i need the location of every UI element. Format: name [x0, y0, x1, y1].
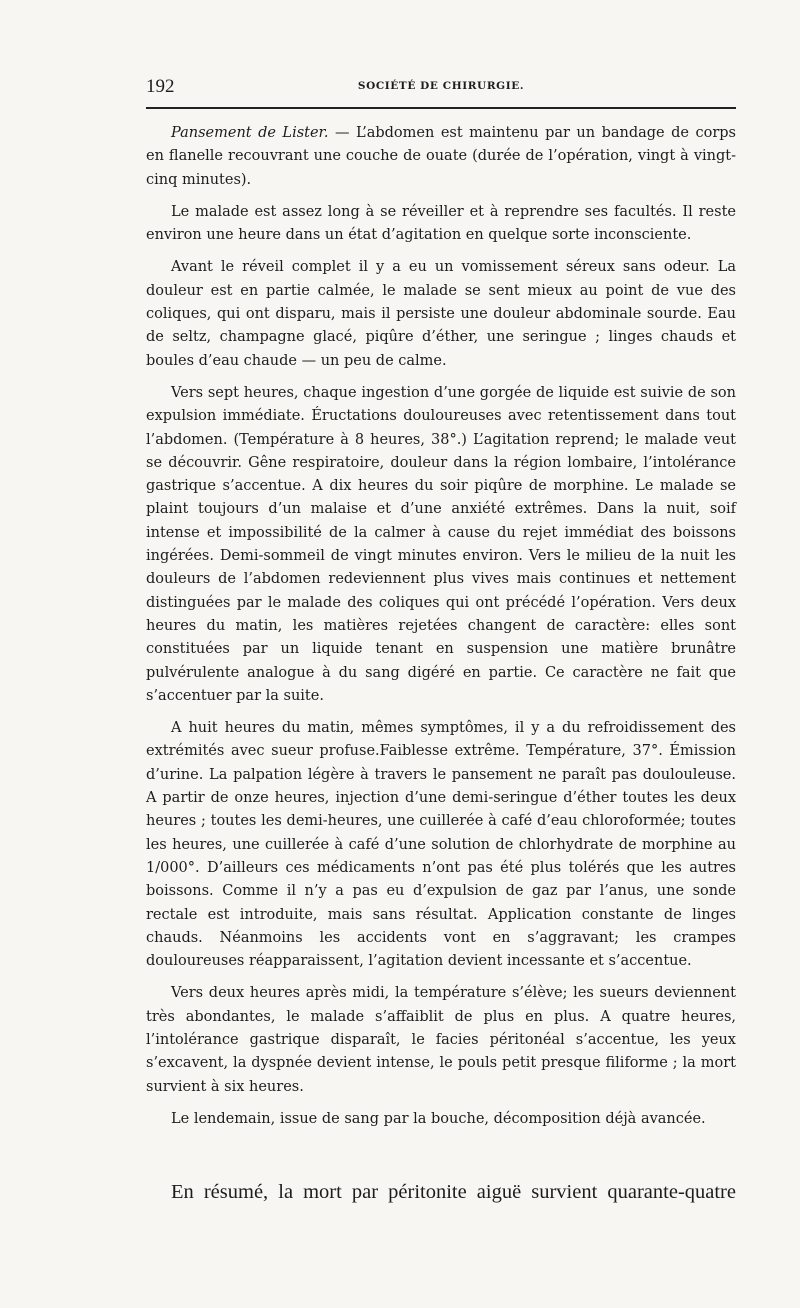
paragraph-sept-heures: Vers sept heures, chaque ingestion d’une gorgée de liquide est suivie de son expulsion immédiate. Éructations douloureuses avec retentissement dans tout l’abdomen. (Température à 8 heures, 38°.) L’agitation reprend; le malade veut se découvrir. Gêne respiratoire, douleur dans la région lombaire, l’intolérance gastrique s’accentue. A dix heures du soir piqûre de morphine. Le malade se plaint toujours d’un malaise et d’une anxiété extrêmes. Dans la nuit, soif intense et impossibilité de la calmer à cause du rejet immédiat des boissons ingérées. Demi-sommeil de vingt minutes environ. Vers le milieu de la nuit les douleurs de l’abdomen redeviennent plus vives mais continues et nettement distinguées par le malade des coliques qui ont précédé l’opération. Vers deux heures du matin, les matières rejetées changent de caractère: elles sont constituées par un liquide tenant en suspension une matière brunâtre pulvérulente analogue à du sang digéré en partie. Ce caractère ne fait que s’accentuer par la suite. — [146, 384, 736, 704]
book-page — [146, 0, 736, 1308]
paragraph-lendemain: Le lendemain, issue de sang par la bouche, décomposition déjà avancée. — [171, 1110, 706, 1127]
paragraph-apres-midi: Vers deux heures après midi, la température s’élève; les sueurs deviennent très abondantes, le malade s’affaiblit de plus en plus. A quatre heures, l’intolérance gastrique disparaît, le facies péritonéal s’accentue, les yeux s’excavent, la dyspnée devient intense, le pouls petit presque filiforme ; la mort survient à six heures. — [146, 985, 736, 1095]
paragraph-reveil: Le malade est assez long à se réveiller et à reprendre ses facultés. Il reste environ une heure dans un état d’agitation en quelque sorte inconsciente. — [146, 203, 736, 244]
body-text — [146, 122, 736, 1140]
page-header — [146, 76, 736, 98]
header-rule — [146, 107, 736, 109]
running-title: SOCIÉTÉ DE CHIRURGIE. — [357, 80, 525, 92]
paragraph-lead: Pansement de Lister. — [171, 125, 329, 141]
page-number: 192 — [146, 76, 175, 97]
paragraph-pansement: Pansement de Lister. — L’abdomen est maintenu par un bandage de corps en flanelle recouvrant une couche de ouate (durée de l’opération, vingt à vingt-cinq minutes). — [146, 125, 736, 188]
summary-line: En résumé, la mort par péritonite aiguë survient quarante-quatre — [171, 1181, 736, 1203]
paragraph-vomissement: Avant le réveil complet il y a eu un vomissement séreux sans odeur. La douleur est en partie calmée, le malade se sent mieux au point de vue des coliques, qui ont disparu, mais il persiste une douleur abdominale sourde. Eau de seltz, champagne glacé, piqûre d’éther, une seringue ; linges chauds et boules d’eau chaude — un peu de calme. — [146, 259, 736, 369]
paragraph-huit-heures: A huit heures du matin, mêmes symptômes, il y a du refroidissement des extrémités avec sueur profuse.Faiblesse extrême. Température, 37°. Émission d’urine. La palpation légère à travers le pansement ne paraît pas doulouleuse. A partir de onze heures, injection d’une demi-seringue d’éther toutes les deux heures ; toutes les demi-heures, une cuillerée à café d’eau chloroformée; toutes les heures, une cuillerée à café d’une solution de chlorhydrate de morphine au 1/000°. D’ailleurs ces médicaments n’ont pas été plus tolérés que les autres boissons. Comme il n’y a pas eu d’expulsion de gaz par l’anus, une sonde rectale est introduite, mais sans résultat. Application constante de linges chauds. Néanmoins les accidents vont en s’aggravant; les crampes douloureuses réapparaissent, l’agitation devient incessante et s’accentue. — [146, 720, 736, 970]
